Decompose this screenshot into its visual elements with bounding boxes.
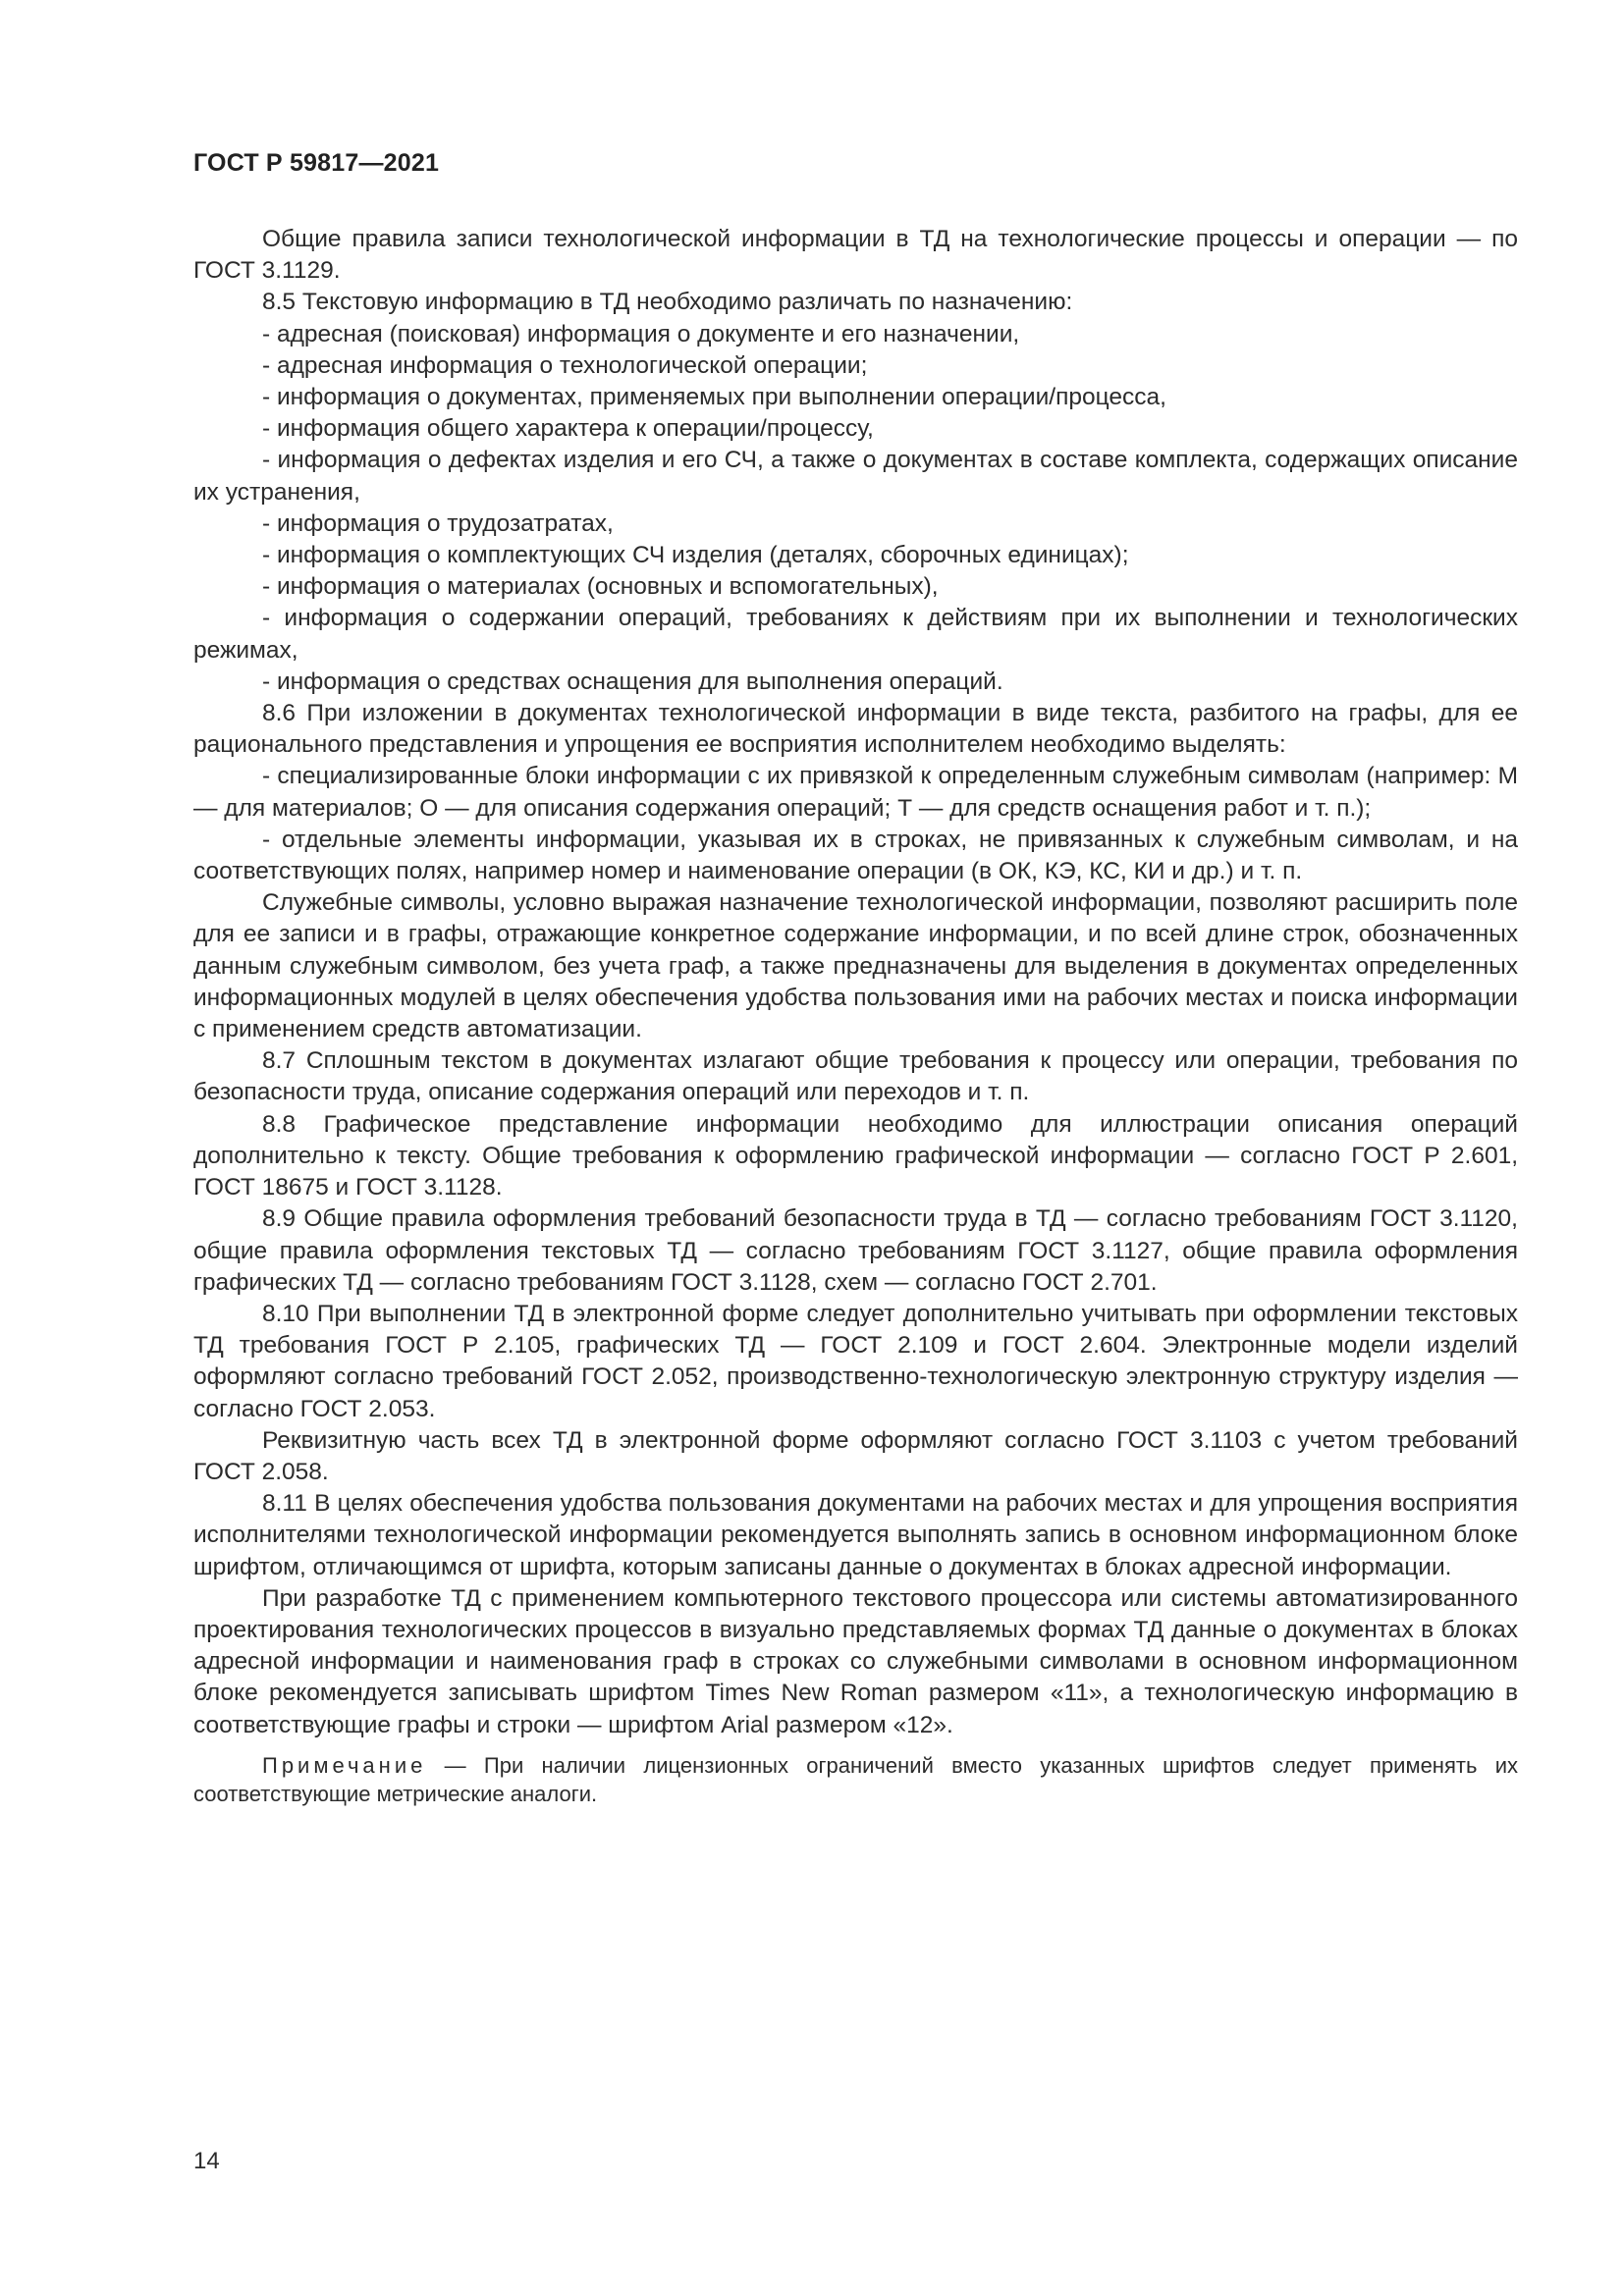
- document-body: [193, 224, 1518, 1808]
- note-label: Примечание: [262, 1752, 427, 1778]
- list-item: - отдельные элементы информации, указывая их в строках, не привязанных к служебным символам, и на соответствующих полях, например номер и наименование операции (в ОК, КЭ, КС, КИ и др.) и т. п.: [193, 826, 1518, 885]
- list-item: - информация общего характера к операции/процессу,: [262, 415, 874, 443]
- list-item: - информация о трудозатратах,: [262, 509, 614, 537]
- paragraph: Служебные символы, условно выражая назначение технологической информации, позволяют расширить поле для ее записи и в графы, отражающие конкретное содержание информации, и по всей длине строк, обозначенных данным служебным символом, без учета граф, а также предназначены для выделения в документах определенных информационных модулей в целях обеспечения удобства пользования ими на рабочих местах и поиска информации с применением средств автоматизации.: [193, 889, 1518, 1043]
- paragraph: 8.6 При изложении в документах технологической информации в виде текста, разбитого на графы, для ее рационального представления и упрощения ее восприятия исполнителем необходимо выделять:: [193, 700, 1518, 759]
- note-paragraph: [193, 1751, 1518, 1808]
- paragraph: Реквизитную часть всех ТД в электронной форме оформляют согласно ГОСТ 3.1103 с учетом требований ГОСТ 2.058.: [193, 1426, 1518, 1485]
- list-item: - информация о средствах оснащения для выполнения операций.: [262, 667, 1003, 695]
- paragraph: 8.7 Сплошным текстом в документах излагают общие требования к процессу или операции, требования по безопасности труда, описание содержания операций или переходов и т. п.: [193, 1047, 1518, 1106]
- paragraph: При разработке ТД с применением компьютерного текстового процессора или системы автоматизированного проектирования технологических процессов в визуально представляемых формах ТД данные о документах в блоках адресной информации и наименования граф в строках со служебными символами в основном информационном блоке рекомендуется записывать шрифтом Times New Roman размером «11», а технологическую информацию в соответствующие графы и строки — шрифтом Arial размером «12».: [193, 1584, 1518, 1738]
- paragraph: 8.11 В целях обеспечения удобства пользования документами на рабочих местах и для упрощения восприятия исполнителями технологической информации рекомендуется выполнять запись в основном информационном блоке шрифтом, отличающимся от шрифта, которым записаны данные о документах в блоках адресной информации.: [193, 1490, 1518, 1580]
- paragraph: 8.9 Общие правила оформления требований безопасности труда в ТД — согласно требованиям ГОСТ 3.1120, общие правила оформления текстовых ТД — согласно требованиям ГОСТ 3.1127, общие правила оформления графических ТД — согласно требованиям ГОСТ 3.1128, схем — согласно ГОСТ 2.701.: [193, 1205, 1518, 1296]
- note-text: — При наличии лицензионных ограничений вместо указанных шрифтов следует применять их соответствующие метрические аналоги.: [193, 1752, 1518, 1806]
- list-item: - информация о содержании операций, требованиях к действиям при их выполнении и технологических режимах,: [193, 605, 1518, 664]
- paragraph: 8.8 Графическое представление информации необходимо для иллюстрации описания операций дополнительно к тексту. Общие требования к оформлению графической информации — согласно ГОСТ Р 2.601, ГОСТ 18675 и ГОСТ 3.1128.: [193, 1110, 1518, 1201]
- paragraph: 8.10 При выполнении ТД в электронной форме следует дополнительно учитывать при оформлении текстовых ТД требования ГОСТ Р 2.105, графических ТД — ГОСТ 2.109 и ГОСТ 2.604. Электронные модели изделий оформляют согласно требований ГОСТ 2.052, производственно-технологическую электронную структуру изделия — согласно ГОСТ 2.053.: [193, 1300, 1518, 1422]
- list-item: - адресная информация о технологической операции;: [262, 351, 868, 379]
- list-item: - специализированные блоки информации с их привязкой к определенным служебным символам (например: М — для материалов; О — для описания содержания операций; Т — для средств оснащения работ и т. п.);: [193, 763, 1518, 822]
- list-item: - информация о материалах (основных и вспомогательных),: [262, 573, 939, 601]
- list-item: - информация о документах, применяемых при выполнении операции/процесса,: [262, 384, 1166, 411]
- list-item: - информация о дефектах изделия и его СЧ, а также о документах в составе комплекта, содержащих описание их устранения,: [193, 447, 1518, 506]
- document-code-header: ГОСТ Р 59817—2021: [193, 149, 440, 177]
- page-number: 14: [193, 2148, 220, 2174]
- paragraph: 8.5 Текстовую информацию в ТД необходимо различать по назначению:: [262, 289, 1073, 316]
- list-item: - адресная (поисковая) информация о документе и его назначении,: [262, 320, 1020, 347]
- list-item: - информация о комплектующих СЧ изделия (деталях, сборочных единицах);: [262, 542, 1129, 569]
- paragraph: Общие правила записи технологической информации в ТД на технологические процессы и операции — по ГОСТ 3.1129.: [193, 226, 1518, 285]
